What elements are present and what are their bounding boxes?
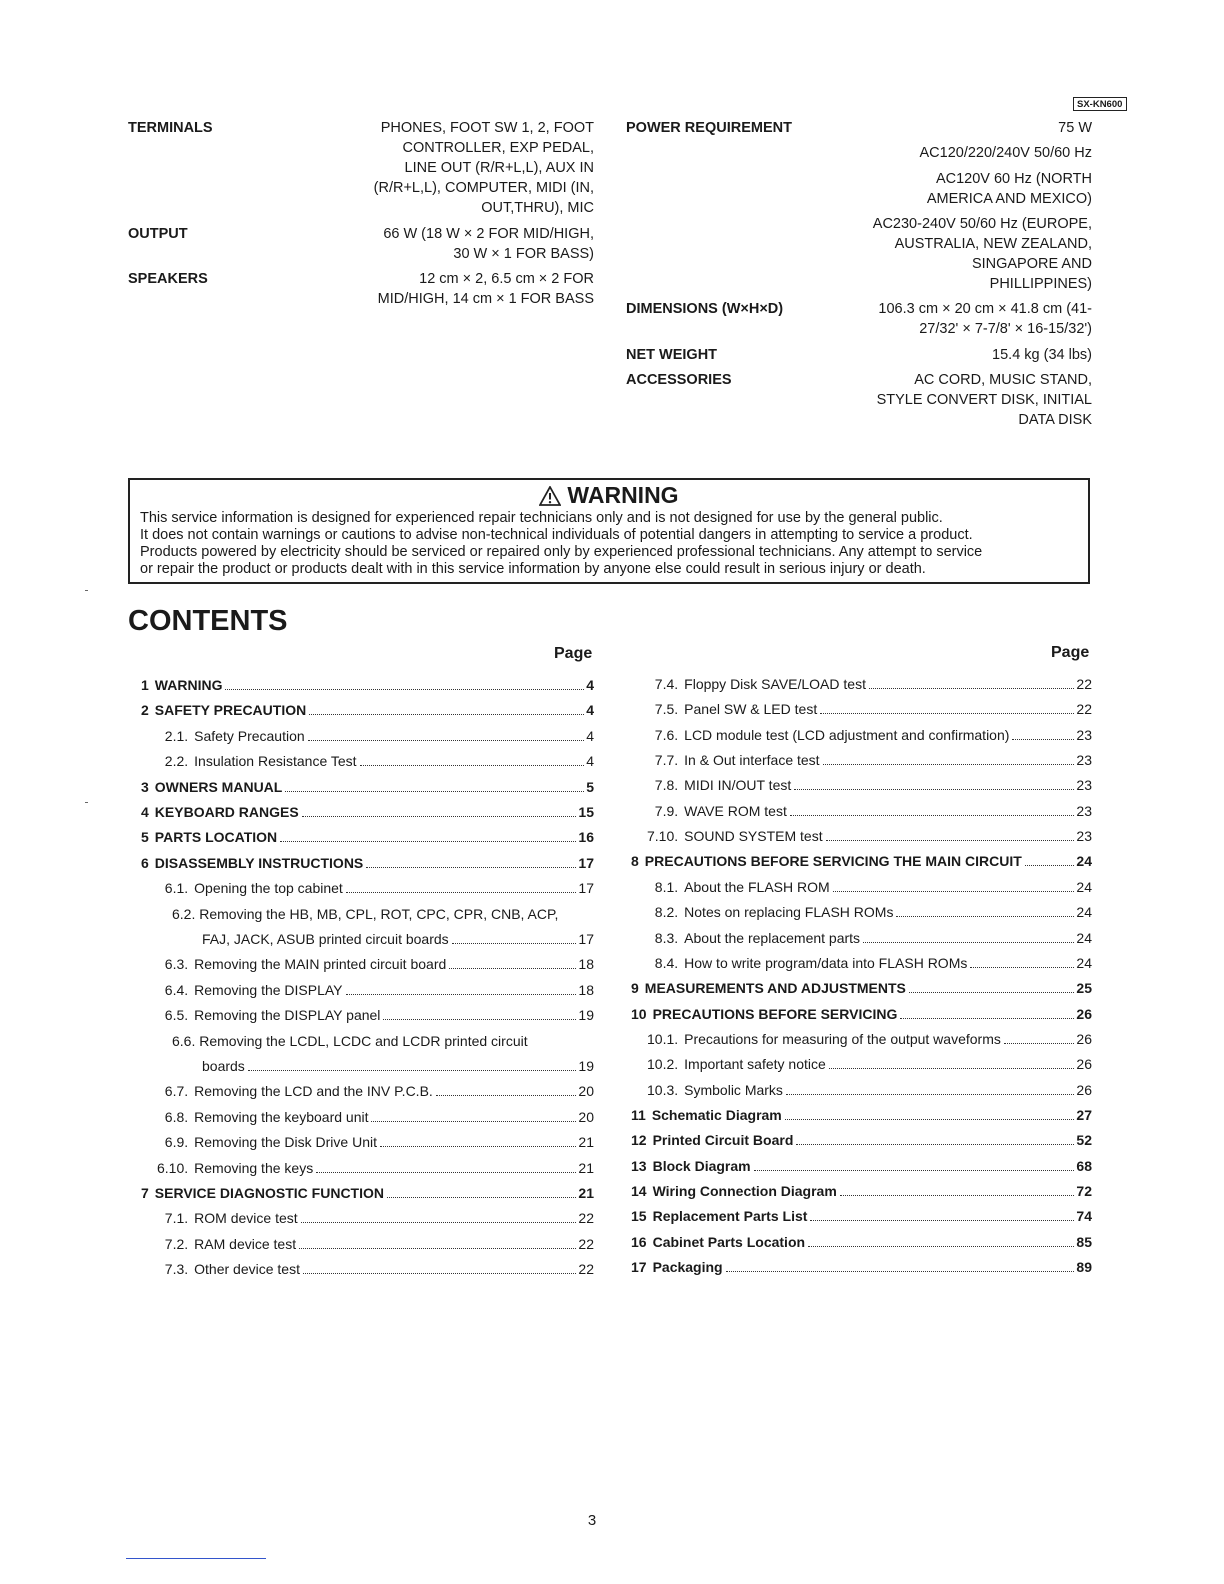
toc-leader-dots (786, 1094, 1074, 1095)
toc-entry[interactable] (165, 1209, 594, 1227)
toc-number: 12 (631, 1132, 647, 1149)
toc-number: 8 (631, 853, 639, 870)
page-column-header-right: Page (1051, 644, 1090, 661)
toc-title: Symbolic Marks (684, 1081, 783, 1098)
spec-value-line: 75 W (1058, 120, 1092, 136)
toc-number: 15 (631, 1208, 647, 1225)
toc-number: 10.1. (647, 1030, 679, 1047)
toc-page: 21 (578, 1134, 594, 1151)
toc-page: 18 (578, 956, 594, 973)
toc-leader-dots (790, 815, 1075, 816)
toc-number: 11 (631, 1106, 646, 1123)
toc-number: 7.6. (654, 726, 679, 743)
toc-leader-dots (808, 1246, 1074, 1247)
toc-number: 6.1. (164, 880, 189, 897)
toc-leader-dots (366, 867, 576, 868)
toc-title: RAM device test (194, 1235, 297, 1252)
toc-page: 21 (578, 1159, 594, 1176)
toc-entry[interactable] (172, 1032, 528, 1050)
toc-number: 6.4. (164, 981, 189, 998)
margin-mark (85, 802, 88, 803)
page-column-header-left: Page (554, 645, 593, 662)
toc-title: Printed Circuit Board (652, 1132, 794, 1149)
toc-number: 7.9. (654, 802, 679, 819)
toc-page: 25 (1076, 980, 1092, 997)
toc-leader-dots (248, 1070, 577, 1071)
toc-leader-dots (301, 1222, 577, 1223)
toc-page: 19 (578, 1058, 594, 1074)
toc-entry[interactable] (165, 879, 594, 897)
toc-entry[interactable] (141, 676, 594, 694)
toc-title: Safety Precaution (194, 727, 305, 744)
toc-entry[interactable] (631, 1005, 1092, 1023)
toc-title: Removing the LCDL, LCDC and LCDR printed circuit (199, 1032, 528, 1049)
toc-page: 23 (1076, 777, 1092, 794)
toc-title: Packaging (652, 1259, 723, 1276)
toc-entry[interactable] (647, 827, 1092, 845)
toc-page: 26 (1076, 1081, 1092, 1098)
toc-number: 6 (141, 854, 149, 871)
toc-number: 7.8. (654, 777, 679, 794)
toc-title: ROM device test (194, 1210, 298, 1227)
toc-leader-dots (346, 892, 577, 893)
toc-title: FAJ, JACK, ASUB printed circuit boards (202, 931, 449, 947)
warning-line: or repair the product or products dealt with in this service information by anyone else could result in serious injury or death. (140, 561, 926, 577)
spec-value (383, 224, 594, 264)
toc-title: In & Out interface test (684, 752, 820, 769)
toc-leader-dots (303, 1273, 576, 1274)
toc-entry[interactable] (141, 1184, 594, 1202)
spec-value-line: AC120/220/240V 50/60 Hz (919, 145, 1092, 161)
toc-title: Removing the HB, MB, CPL, ROT, CPC, CPR, CNB, ACP, (199, 905, 559, 922)
toc-title: Floppy Disk SAVE/LOAD test (684, 676, 866, 692)
spec-label: OUTPUT (128, 226, 188, 242)
toc-entry[interactable] (631, 1157, 1092, 1175)
toc-entry[interactable] (141, 701, 594, 719)
toc-entry[interactable] (655, 726, 1092, 744)
toc-entry[interactable] (165, 1133, 594, 1151)
toc-leader-dots (810, 1220, 1074, 1221)
toc-leader-dots (316, 1172, 576, 1173)
toc-leader-dots (820, 713, 1074, 714)
toc-page: 27 (1076, 1106, 1092, 1123)
toc-page: 4 (586, 727, 594, 744)
toc-page: 85 (1076, 1233, 1092, 1250)
toc-leader-dots (285, 791, 584, 792)
toc-number: 7.1. (164, 1210, 189, 1227)
toc-number: 7.4. (654, 676, 679, 692)
toc-entry-continuation[interactable] (202, 930, 594, 948)
toc-page: 4 (586, 702, 594, 719)
toc-title: PRECAUTIONS BEFORE SERVICING THE MAIN CIRCUIT (644, 853, 1022, 870)
toc-number: 3 (141, 778, 149, 795)
toc-page: 23 (1076, 726, 1092, 743)
toc-entry[interactable] (157, 1159, 594, 1177)
toc-entry[interactable] (165, 1108, 594, 1126)
toc-page: 4 (586, 753, 594, 770)
toc-leader-dots (387, 1197, 576, 1198)
toc-title: WAVE ROM test (684, 802, 787, 819)
toc-title: Notes on replacing FLASH ROMs (684, 904, 894, 921)
spec-value-line: 12 cm × 2, 6.5 cm × 2 FOR (419, 271, 594, 287)
spec-value (374, 118, 594, 218)
toc-entry[interactable] (141, 854, 594, 872)
toc-leader-dots (346, 994, 577, 995)
toc-title: MEASUREMENTS AND ADJUSTMENTS (644, 980, 906, 997)
toc-entry[interactable] (165, 727, 594, 745)
toc-leader-dots (840, 1195, 1075, 1196)
spec-value (378, 269, 594, 309)
toc-page: 74 (1076, 1208, 1092, 1225)
toc-leader-dots (794, 789, 1074, 790)
spec-label: TERMINALS (128, 120, 213, 136)
toc-page: 26 (1076, 1056, 1092, 1073)
toc-title: Opening the top cabinet (194, 880, 343, 897)
spec-value-line: 66 W (18 W × 2 FOR MID/HIGH, (383, 226, 594, 242)
toc-title: PARTS LOCATION (154, 829, 278, 846)
spec-value-line: 106.3 cm × 20 cm × 41.8 cm (41- (878, 301, 1092, 317)
toc-leader-dots (280, 841, 576, 842)
toc-entry[interactable] (165, 1006, 594, 1024)
toc-page: 17 (578, 880, 594, 897)
toc-leader-dots (308, 740, 585, 741)
toc-entry[interactable] (172, 905, 558, 923)
toc-entry[interactable] (141, 803, 594, 821)
toc-leader-dots (726, 1271, 1075, 1272)
toc-leader-dots (796, 1144, 1074, 1145)
toc-page: 22 (1076, 676, 1092, 692)
toc-page: 21 (578, 1185, 594, 1201)
spec-value-line: 27/32' × 7-7/8' × 16-15/32') (919, 321, 1092, 337)
toc-entry[interactable] (655, 802, 1092, 820)
toc-leader-dots (1025, 865, 1075, 866)
toc-number: 6.8. (164, 1108, 189, 1125)
toc-leader-dots (863, 942, 1074, 943)
toc-page: 72 (1076, 1183, 1092, 1199)
spec-value (927, 169, 1092, 209)
spec-value (877, 370, 1092, 430)
toc-page: 24 (1076, 904, 1092, 921)
toc-title: Removing the keyboard unit (194, 1108, 369, 1125)
toc-title: MIDI IN/OUT test (684, 777, 792, 794)
toc-entry[interactable] (165, 1235, 594, 1253)
toc-page: 26 (1076, 1030, 1092, 1047)
spec-value (878, 299, 1092, 339)
toc-entry[interactable] (647, 1030, 1092, 1048)
toc-title: Removing the DISPLAY panel (194, 1007, 381, 1024)
toc-page: 20 (578, 1083, 594, 1100)
toc-entry[interactable] (647, 1081, 1092, 1099)
toc-title: boards (202, 1058, 245, 1074)
toc-entry[interactable] (631, 979, 1092, 997)
toc-leader-dots (823, 764, 1075, 765)
toc-entry[interactable] (165, 981, 594, 999)
toc-leader-dots (833, 891, 1075, 892)
toc-entry[interactable] (165, 752, 594, 770)
toc-number: 7 (141, 1185, 149, 1201)
spec-value-line: PHILLIPPINES) (989, 276, 1092, 292)
toc-number: 14 (631, 1183, 647, 1199)
contents-title: CONTENTS (128, 605, 288, 637)
toc-title: Panel SW & LED test (684, 701, 818, 718)
toc-entry[interactable] (655, 954, 1092, 972)
toc-number: 8.3. (654, 929, 679, 946)
spec-value-line: AC120V 60 Hz (NORTH (935, 171, 1092, 187)
toc-number: 2.2. (164, 753, 189, 770)
spec-value (1058, 118, 1092, 138)
toc-page: 22 (578, 1235, 594, 1252)
toc-number: 6.9. (164, 1134, 189, 1151)
spec-value (919, 143, 1092, 163)
toc-leader-dots (371, 1121, 576, 1122)
toc-entry[interactable] (655, 903, 1092, 921)
toc-leader-dots (302, 816, 577, 817)
toc-page: 24 (1076, 929, 1092, 946)
toc-title: Replacement Parts List (652, 1208, 808, 1225)
toc-leader-dots (383, 1019, 576, 1020)
toc-title: SERVICE DIAGNOSTIC FUNCTION (154, 1185, 384, 1201)
warning-title: WARNING (567, 482, 679, 508)
toc-entry[interactable] (631, 1207, 1092, 1225)
toc-entry[interactable] (647, 1055, 1092, 1073)
toc-page: 24 (1076, 853, 1092, 870)
toc-entry[interactable] (141, 828, 594, 846)
toc-page: 17 (578, 931, 594, 947)
warning-line: It does not contain warnings or cautions to advise non-technical individuals of potential dangers in attempting to service a product. (140, 527, 973, 543)
toc-number: 13 (631, 1157, 647, 1174)
spec-value (873, 214, 1092, 294)
toc-number: 10.2. (647, 1056, 679, 1073)
spec-value-line: 30 W × 1 FOR BASS) (453, 246, 594, 262)
warning-line: Products powered by electricity should be serviced or repaired only by experienced professional technicians. Any attempt to service (140, 544, 983, 560)
toc-title: Block Diagram (652, 1157, 751, 1174)
toc-entry[interactable] (631, 1258, 1092, 1276)
spec-value-line: AC230-240V 50/60 Hz (EUROPE, (872, 216, 1092, 232)
toc-entry[interactable] (631, 1131, 1092, 1149)
toc-number: 4 (141, 804, 149, 820)
toc-page: 24 (1076, 954, 1092, 971)
toc-number: 9 (631, 980, 639, 997)
toc-number: 2 (141, 702, 149, 719)
toc-entry-continuation[interactable] (202, 1057, 594, 1075)
toc-page: 23 (1076, 752, 1092, 769)
toc-page: 68 (1076, 1157, 1092, 1174)
toc-page: 5 (586, 778, 594, 795)
toc-title: How to write program/data into FLASH ROMs (684, 954, 968, 971)
toc-title: About the FLASH ROM (684, 878, 830, 895)
toc-leader-dots (900, 1018, 1074, 1019)
toc-leader-dots (826, 840, 1075, 841)
toc-leader-dots (360, 765, 585, 766)
toc-entry[interactable] (165, 955, 594, 973)
toc-title: Removing the DISPLAY (194, 981, 343, 998)
toc-page: 52 (1076, 1132, 1092, 1149)
toc-leader-dots (785, 1119, 1075, 1120)
spec-label: SPEAKERS (128, 271, 208, 287)
spec-label: NET WEIGHT (626, 347, 718, 363)
spec-value-line: PHONES, FOOT SW 1, 2, FOOT (380, 120, 594, 136)
toc-leader-dots (754, 1170, 1075, 1171)
toc-entry[interactable] (165, 1082, 594, 1100)
toc-entry[interactable] (655, 751, 1092, 769)
toc-title: Wiring Connection Diagram (652, 1183, 837, 1199)
toc-number: 6.10. (157, 1159, 189, 1176)
toc-leader-dots (896, 916, 1074, 917)
toc-title: Precautions for measuring of the output waveforms (684, 1030, 1001, 1047)
toc-title: SAFETY PRECAUTION (154, 702, 307, 719)
spec-value-line: STYLE CONVERT DISK, INITIAL (876, 392, 1092, 408)
toc-number: 7.5. (654, 701, 679, 718)
spec-value-line: AMERICA AND MEXICO) (926, 191, 1092, 207)
warning-line: This service information is designed for experienced repair technicians only and is not designed for use by the general public. (140, 510, 943, 526)
spec-value-line: 15.4 kg (34 lbs) (992, 347, 1092, 363)
spec-value-line: AUSTRALIA, NEW ZEALAND, (894, 236, 1092, 252)
toc-page: 26 (1076, 1005, 1092, 1022)
toc-number: 10 (631, 1005, 647, 1022)
spec-value-line: LINE OUT (R/R+L,L), AUX IN (404, 160, 594, 176)
toc-leader-dots (452, 943, 577, 944)
toc-number: 7.3. (164, 1261, 189, 1278)
toc-leader-dots (1012, 739, 1074, 740)
toc-number: 6.2. (172, 905, 200, 922)
toc-leader-dots (380, 1146, 576, 1147)
spec-label: POWER REQUIREMENT (626, 120, 792, 136)
toc-title: PRECAUTIONS BEFORE SERVICING (652, 1005, 898, 1022)
toc-number: 6.5. (164, 1007, 189, 1024)
toc-number: 17 (631, 1259, 647, 1276)
spec-value-line: CONTROLLER, EXP PEDAL, (402, 140, 594, 156)
toc-page: 19 (578, 1007, 594, 1024)
toc-page: 23 (1076, 828, 1092, 845)
toc-page: 18 (578, 981, 594, 998)
toc-title: LCD module test (LCD adjustment and confirmation) (684, 726, 1010, 743)
toc-entry[interactable] (631, 1233, 1092, 1251)
toc-title: Cabinet Parts Location (652, 1233, 806, 1250)
spec-value-line: AC CORD, MUSIC STAND, (914, 372, 1092, 388)
toc-page: 4 (586, 677, 594, 693)
toc-page: 89 (1076, 1259, 1092, 1276)
toc-leader-dots (449, 968, 576, 969)
warning-triangle-icon (539, 486, 561, 506)
spec-value (992, 345, 1092, 365)
toc-title: Removing the Disk Drive Unit (194, 1134, 377, 1151)
toc-number: 7.7. (654, 752, 679, 769)
spec-value-line: (R/R+L,L), COMPUTER, MIDI (IN, (373, 180, 594, 196)
warning-heading (140, 480, 1078, 510)
toc-entry[interactable] (655, 929, 1092, 947)
toc-number: 2.1. (164, 727, 189, 744)
toc-title: WARNING (154, 677, 223, 693)
toc-number: 6.7. (164, 1083, 189, 1100)
toc-page: 20 (578, 1108, 594, 1125)
toc-entry[interactable] (165, 1260, 594, 1278)
toc-leader-dots (436, 1095, 577, 1096)
toc-page: 22 (1076, 701, 1092, 718)
toc-number: 8.1. (654, 878, 679, 895)
toc-title: Other device test (194, 1261, 300, 1278)
spec-label: DIMENSIONS (W×H×D) (626, 301, 784, 317)
spec-value-line: DATA DISK (1018, 412, 1092, 428)
toc-leader-dots (970, 967, 1074, 968)
spec-value-line: OUT,THRU), MIC (481, 200, 594, 216)
margin-mark (85, 590, 88, 591)
toc-number: 16 (631, 1233, 647, 1250)
toc-title: Removing the MAIN printed circuit board (194, 956, 447, 973)
toc-title: KEYBOARD RANGES (154, 804, 299, 820)
toc-leader-dots (909, 992, 1075, 993)
toc-number: 1 (141, 677, 149, 693)
toc-number: 10.3. (647, 1081, 679, 1098)
toc-title: DISASSEMBLY INSTRUCTIONS (154, 854, 364, 871)
spec-value-line: SINGAPORE AND (971, 256, 1092, 272)
toc-title: About the replacement parts (684, 929, 861, 946)
spec-label: ACCESSORIES (626, 372, 732, 388)
toc-title: Removing the keys (194, 1159, 314, 1176)
toc-leader-dots (829, 1068, 1075, 1069)
toc-number: 7.10. (647, 828, 679, 845)
footer-rule (126, 1558, 266, 1559)
toc-page: 22 (578, 1261, 594, 1278)
toc-entry[interactable] (631, 1182, 1092, 1200)
toc-leader-dots (299, 1248, 576, 1249)
toc-leader-dots (225, 689, 584, 690)
toc-page: 17 (578, 854, 594, 871)
page-number: 3 (587, 1512, 597, 1529)
toc-entry[interactable] (655, 878, 1092, 896)
toc-title: OWNERS MANUAL (154, 778, 283, 795)
toc-leader-dots (869, 688, 1074, 689)
toc-entry[interactable] (655, 776, 1092, 794)
toc-number: 7.2. (164, 1235, 189, 1252)
toc-page: 15 (578, 804, 594, 820)
toc-page: 16 (578, 829, 594, 846)
toc-number: 8.2. (654, 904, 679, 921)
model-tag: SX-KN600 (1073, 97, 1127, 111)
toc-page: 24 (1076, 878, 1092, 895)
toc-title: Schematic Diagram (651, 1106, 782, 1123)
toc-title: Insulation Resistance Test (194, 753, 357, 770)
toc-number: 6.6. (172, 1032, 200, 1049)
toc-title: Removing the LCD and the INV P.C.B. (194, 1083, 433, 1100)
toc-leader-dots (309, 714, 584, 715)
toc-entry[interactable] (655, 675, 1092, 693)
toc-entry[interactable] (631, 852, 1092, 870)
toc-entry[interactable] (655, 700, 1092, 718)
toc-page: 23 (1076, 802, 1092, 819)
toc-entry[interactable] (141, 778, 594, 796)
toc-number: 5 (141, 829, 149, 846)
toc-entry[interactable] (631, 1106, 1092, 1124)
toc-number: 8.4. (654, 954, 679, 971)
toc-page: 22 (578, 1210, 594, 1227)
toc-title: SOUND SYSTEM test (684, 828, 823, 845)
toc-title: Important safety notice (684, 1056, 826, 1073)
toc-number: 6.3. (164, 956, 189, 973)
toc-leader-dots (1004, 1043, 1075, 1044)
spec-value-line: MID/HIGH, 14 cm × 1 FOR BASS (377, 291, 594, 307)
warning-box (128, 478, 1090, 584)
